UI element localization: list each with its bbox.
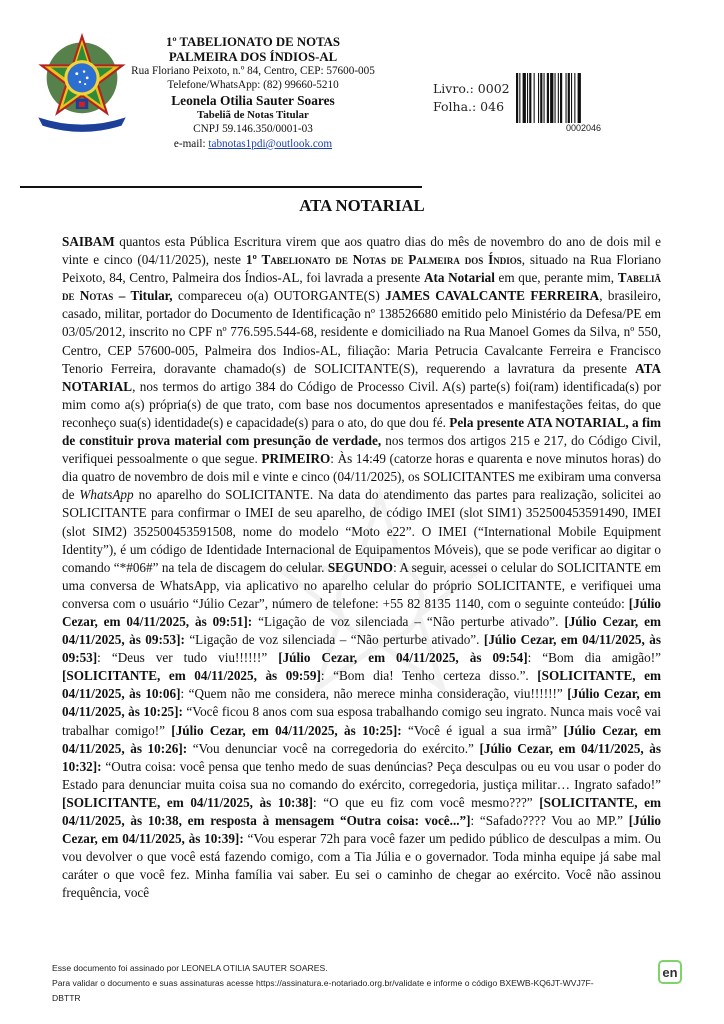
body-text: nos termos dos artigos 215 e 217, do Código Civil, verifiquei pessoalmente o que segue.: [62, 433, 662, 467]
body-text: : A seguir, acessei o celular do SOLICITANTE em uma conversa de WhatsApp, via aplicativo no aparelho celular do próprio SOLICITANTE, e verifiquei uma conversa com o usuário “Júlio Cezar”, número de telefone: +55 82 8135 1140, com o seguinte conteúdo:: [62, 559, 662, 611]
barcode-bar: [568, 73, 570, 123]
ata-notarial-inline: Ata Notarial: [423, 270, 495, 286]
barcode-bar: [550, 73, 553, 123]
message-header: [SOLICITANTE, em 04/11/2025, às 10:38]: [62, 794, 314, 810]
tabelia-inline: Tabeliã de Notas: [62, 270, 662, 304]
barcode-bar: [538, 73, 539, 123]
message-header: [Júlio Cezar, em 04/11/2025, às 10:32]:: [62, 740, 662, 774]
notary-name: Leonela Otilia Sauter Soares: [171, 92, 335, 108]
e-notariado-logo-icon: en: [658, 960, 682, 984]
barcode-bar: [529, 73, 531, 123]
barcode-bar: [519, 73, 520, 123]
message-text: : “Bom dia amigão!”: [527, 650, 661, 666]
office-phone: Telefone/WhatsApp: (82) 99660-5210: [167, 79, 339, 92]
office-name-line2: PALMEIRA DOS ÍNDIOS-AL: [168, 49, 338, 64]
document-title: ATA NOTARIAL: [299, 196, 425, 215]
message-text: : “Safado???? Vou ao MP.”: [470, 813, 629, 828]
barcode-bar: [527, 73, 528, 123]
body-text: , brasileiro, casado, militar, portador do Documento de Identificação nº 138526680 emitido pelo Ministério da Defesa/PE em 03/05/2012, inscrito no CPF nº 776.595.544-68, residente e domiciliado na Rua Manoel Gomes da Silva, nº 550, Centro, CEP 57600-005, Palmeira dos Indios-AL, filiação: Maria Petrucia Cavalcante Ferreira e Francisco Tenorio Ferreira, doravante chamado(s) de SOLICITANTE(S), requerendo a lavratura da presente: [62, 288, 661, 376]
message-header: [Júlio Cezar, em 04/11/2025, às 09:51]:: [62, 595, 661, 629]
message-text: “Ligação de voz silenciada – “Não perturbe ativado”.: [252, 613, 565, 629]
message-header: [Júlio Cezar, em 04/11/2025, às 10:26]:: [62, 722, 662, 756]
body-text: quantos esta Pública Escritura virem que aos quatro dias do mês de novembro do ano de dois mil e vinte e cinco (04/11/2025), neste: [62, 234, 661, 268]
barcode-bar: [566, 73, 567, 123]
email-label: e-mail:: [173, 137, 209, 150]
saibam: SAIBAM: [62, 234, 115, 249]
message-text: “Você é igual a sua irmã”: [401, 722, 564, 738]
barcode-bar: [558, 73, 559, 123]
message-text: “Você ficou 8 anos com sua esposa trabalhando comigo seu ingrato. Nunca mais você vai trabalhar comigo!”: [62, 704, 661, 738]
body-text: , nos termos do artigo 384 do Código de Processo Civil. A(s) parte(s) foi(ram) identificada(s) por mim como a(s) própria(s) de que trato, com base nos documentos apresentados e manifestações feitas, do que reconheço sua(s) identidade(s) e capacidade(s) para o ato, do que dou fé.: [62, 378, 661, 430]
signed-by-text: Esse documento foi assinado por LEONELA OTILIA SAUTER SOARES.: [52, 963, 328, 973]
validation-text: Para validar o documento e suas assinaturas acesse https://assinatura.e-notariado.org.br/validate e informe o código BXEWB-KQ6JT-WVJ7F-DBTTR: [52, 978, 594, 1003]
primeiro-label: PRIMEIRO: [261, 451, 331, 467]
message-header: [SOLICITANTE, em 04/11/2025, às 10:38, em resposta à mensagem “Outra coisa: você...”]: [62, 794, 661, 828]
message-header: [Júlio Cezar, em 04/11/2025, às 10:25]:: [62, 686, 662, 720]
email-link[interactable]: tabnotas1pdi@outlook.com: [208, 137, 333, 150]
office-address: Rua Floriano Peixoto, n.º 84, Centro, CEP: 57600-005: [131, 65, 375, 77]
brazil-coat-of-arms-icon: [30, 30, 134, 134]
body-text: : Às 14:49 (catorze horas e quarenta e nove minutos horas) do dia quatro de novembro de dois mil e vinte e cinco (04/11/2025), os SOLICITANTES me exibiram uma conversa de: [62, 451, 661, 503]
ata-notarial-inline: ATA NOTARIAL: [62, 360, 661, 394]
message-header: [Júlio Cezar, em 04/11/2025, às 09:53]:: [62, 613, 661, 648]
barcode-bar: [547, 73, 549, 123]
barcode-bar: [574, 73, 575, 123]
folha-number: Folha.: 046: [433, 99, 505, 114]
barcode-bar: [560, 73, 562, 123]
barcode-bar: [571, 73, 572, 123]
barcode-image: [516, 73, 604, 123]
message-text: : “Quem não me considera, não merece minha consideração, viu!!!!!!”: [180, 686, 568, 702]
message-text: “Ligação de voz silenciada – “Não perturbe ativado”.: [184, 632, 484, 648]
message-header: [Júlio Cezar, em 04/11/2025, às 10:25]:: [171, 722, 402, 738]
message-text: : “O que eu fiz com você mesmo???”: [313, 794, 540, 810]
message-text: : “Deus ver tudo viu!!!!!!”: [97, 650, 279, 666]
office-name-inline: 1º Tabelionato de Notas de Palmeira dos Índios: [245, 252, 522, 268]
book-reference: [433, 80, 510, 116]
message-text: “Vou esperar 72h para você fazer um pedido público de desculpas a mim. Ou vou devolver o que você está fazendo comigo, com a Tia Júlia e o governador. Toda minha equipe já sabe mal caráter o que você fez. Minha família vai saber. Eu sei o caminho de chegar ao exército. Você não assinou frequência, você: [62, 831, 661, 901]
barcode-bar: [544, 73, 545, 123]
whatsapp-inline: WhatsApp: [79, 487, 134, 503]
barcode-bar: [523, 73, 526, 123]
document-body: [62, 233, 661, 902]
office-cnpj: CNPJ 59.146.350/0001-03: [193, 123, 313, 136]
notary-role: Tabeliã de Notas Titular: [197, 108, 309, 121]
barcode-bar: [540, 73, 542, 123]
message-header: [SOLICITANTE, em 04/11/2025, às 09:59]: [62, 668, 321, 684]
body-text: –: [113, 288, 131, 304]
grantor-name: JAMES CAVALCANTE FERREIRA: [385, 288, 600, 304]
body-text: , situado na Rua Floriano Peixoto, 84, Centro, Palmeira dos Índios-AL, foi lavrada a presente: [62, 252, 661, 286]
purpose-statement: Pela presente ATA NOTARIAL, a fim de constituir prova material com presunção de verdade,: [62, 414, 661, 449]
office-email: [130, 137, 376, 151]
message-header: [Júlio Cezar, em 04/11/2025, às 10:39]:: [62, 813, 661, 847]
signature-footer: [52, 961, 612, 1006]
barcode-bar: [578, 73, 581, 123]
body-text: em que, perante mim,: [494, 270, 618, 286]
message-header: [SOLICITANTE, em 04/11/2025, às 10:06]: [62, 668, 661, 702]
livro-number: Livro.: 0002: [433, 81, 510, 96]
message-text: “Vou denunciar você na corregedoria do exército.”: [187, 740, 480, 756]
office-name-line1: 1º TABELIONATO DE NOTAS: [165, 35, 341, 49]
barcode-bar: [555, 73, 556, 123]
barcode-bar: [516, 73, 518, 123]
segundo-label: SEGUNDO: [327, 559, 394, 575]
titular-inline: Titular,: [130, 288, 173, 304]
body-text: no aparelho do SOLICITANTE. Na data do atendimento das partes para realização, solicitei ao SOLICITANTE para confirmar o IMEI de seu aparelho, de código IMEI (slot SIM1) 352500453591490, IMEI (slot SIM2) 352500453591508, nome do modelo “Moto e22”. O IMEI (“International Mobile Equipment Identity”), é um código de Identidade Internacional de Equipamentos Móveis), que se pode verificar ao digitar o comando “*#06#” na tela de discagem do celular.: [62, 487, 661, 575]
message-header: [Júlio Cezar, em 04/11/2025, às 09:53]: [62, 632, 662, 666]
message-text: “Outra coisa: você pensa que tenho medo de suas denúncias? Peça desculpas ou eu vou usar o poder do Estado para denunciar muita coisa sua no comando do exército, corregedoria, justiça militar… Ingrato safado!”: [62, 758, 661, 792]
message-text: : “Bom dia! Tenho certeza disso.”.: [320, 668, 538, 684]
notary-header: [130, 35, 376, 151]
body-text: compareceu o(a) OUTORGANTE(S): [172, 288, 386, 304]
barcode-bar: [534, 73, 535, 123]
message-header: [Júlio Cezar, em 04/11/2025, às 09:54]: [278, 650, 528, 666]
header-divider: [20, 186, 422, 188]
barcode-number: 0002046: [566, 123, 602, 133]
